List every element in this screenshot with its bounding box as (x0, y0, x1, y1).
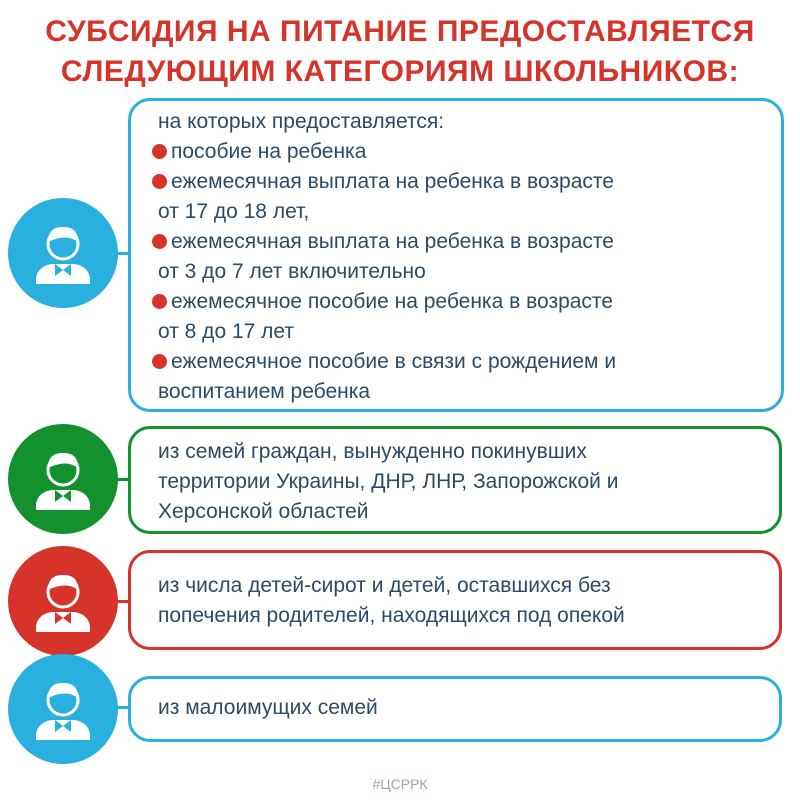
category-2-line: из семей граждан, вынужденно покинувших (158, 440, 587, 463)
bullet-dot (152, 144, 167, 159)
list-item-continuation: от 8 до 17 лет (158, 320, 294, 343)
bullet-dot (152, 174, 167, 189)
category-2-avatar (8, 424, 118, 534)
category-4-line: из малоимущих семей (158, 696, 378, 719)
list-item: пособие на ребенка (158, 137, 763, 167)
list-item: ежемесячная выплата на ребенка в возрасте (158, 167, 763, 197)
category-3-line: попечения родителей, находящихся под опекой (158, 604, 625, 627)
footer-hashtag: #ЦСРРК (372, 776, 428, 792)
list-item-continuation: от 17 до 18 лет, (158, 200, 310, 223)
category-3-line: из числа детей-сирот и детей, оставшихся без (158, 574, 611, 597)
category-4-avatar (8, 654, 118, 764)
category-1-avatar (8, 198, 118, 308)
list-item-continuation: от 3 до 7 лет включительно (158, 260, 426, 283)
list-item: ежемесячное пособие на ребенка в возрасте (158, 287, 763, 317)
category-3-box (128, 550, 782, 650)
schoolboy-icon (8, 198, 118, 308)
category-2-line: Херсонской областей (158, 500, 369, 523)
category-1-box (128, 98, 784, 412)
category-2-line: территории Украины, ДНР, ЛНР, Запорожской и (158, 470, 619, 493)
bullet-dot (152, 234, 167, 249)
category-1-intro: на которых предоставляется: (158, 110, 445, 133)
category-3-avatar (8, 546, 118, 656)
bullet-dot (152, 294, 167, 309)
schoolboy-icon (8, 654, 118, 764)
category-2-box (128, 426, 782, 534)
list-item: ежемесячная выплата на ребенка в возрасте (158, 227, 763, 257)
list-item: ежемесячное пособие в связи с рождением и (158, 347, 763, 377)
list-item-continuation: воспитанием ребенка (158, 380, 371, 403)
schoolboy-icon (8, 546, 118, 656)
category-4-box (128, 676, 782, 742)
bullet-dot (152, 354, 167, 369)
schoolboy-icon (8, 424, 118, 534)
title-line-1: СУБСИДИЯ НА ПИТАНИЕ ПРЕДОСТАВЛЯЕТСЯ (45, 15, 755, 48)
title-line-2: СЛЕДУЮЩИМ КАТЕГОРИЯМ ШКОЛЬНИКОВ: (60, 55, 740, 88)
page-title (0, 12, 800, 92)
